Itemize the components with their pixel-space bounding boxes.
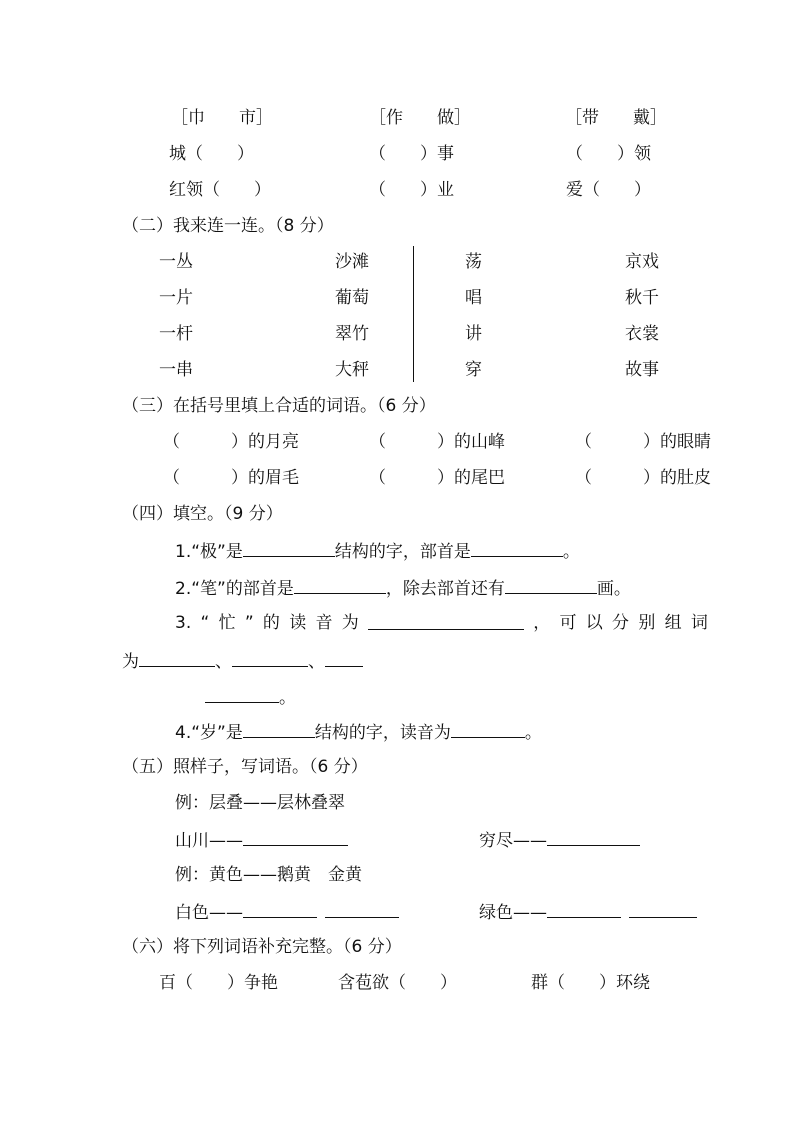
- q5-word-2: 穷尽——: [479, 831, 547, 851]
- q3-item-2: （ ）的山峰: [369, 432, 505, 452]
- q4-l3-c1: 3.: [175, 613, 192, 633]
- q5-blank-4[interactable]: [325, 901, 399, 918]
- q2-left-b-1: 沙滩: [335, 252, 369, 272]
- q4-line-3-cont: [122, 650, 363, 672]
- q5-row-2-right: [479, 901, 697, 923]
- q5-blank-3[interactable]: [243, 901, 317, 918]
- q6-item-2: 含苞欲（ ）: [338, 973, 457, 993]
- q5-word-4: 绿色——: [479, 903, 547, 923]
- q5-word-3: 白色——: [175, 903, 243, 923]
- q3-item-6: （ ）的肚皮: [575, 468, 711, 488]
- q6-item-1: 百（ ）争艳: [159, 973, 278, 993]
- q4-line-2-text-b: ，除去部首还有: [385, 579, 505, 599]
- q5-title: （五）照样子，写词语。（6 分）: [122, 757, 368, 777]
- q4-blank-6[interactable]: [139, 650, 215, 667]
- q3-item-3: （ ）的眼睛: [575, 432, 711, 452]
- q4-blank-10[interactable]: [243, 721, 315, 738]
- q5-blank-5[interactable]: [547, 901, 621, 918]
- q4-l3-c9: ，: [533, 613, 551, 633]
- q4-line-1-text-a: 1.“极”是: [175, 542, 243, 562]
- q1-group-3-row-1: （ ）领: [566, 144, 651, 164]
- q1-group-3-header: ［带 戴］: [565, 108, 667, 128]
- q1-group-1-row-2: 红领（ ）: [169, 180, 271, 200]
- q4-l3-c10: 可: [559, 613, 577, 633]
- q4-l3-c11: 以: [585, 613, 603, 633]
- q2-left-a-1: 一丛: [159, 252, 193, 272]
- q4-l3-c2: “: [200, 613, 210, 633]
- q4-l3-c7: 音: [315, 613, 333, 633]
- q5-blank-6[interactable]: [629, 901, 697, 918]
- q5-row-1-right: [479, 829, 640, 851]
- q4-blank-1[interactable]: [243, 540, 335, 557]
- q5-example-1: 例：层叠——层林叠翠: [175, 793, 345, 813]
- q2-right-b-2: 秋千: [625, 288, 659, 308]
- q4-blank-11[interactable]: [451, 721, 525, 738]
- q5-row-1-left: [175, 829, 348, 851]
- q4-l3-c15: 词: [690, 613, 708, 633]
- q4-l3-c8: 为: [341, 613, 359, 633]
- q4-l3-end: 。: [279, 688, 296, 708]
- q4-l3-c3: 忙: [218, 613, 236, 633]
- q5-word-1: 山川——: [175, 831, 243, 851]
- q2-left-a-4: 一串: [159, 360, 193, 380]
- q2-right-a-3: 讲: [465, 324, 482, 344]
- q4-blank-3[interactable]: [294, 577, 386, 594]
- q4-l3-c12: 分: [612, 613, 630, 633]
- q2-left-b-2: 葡萄: [335, 288, 369, 308]
- q4-l3-c5: 的: [262, 613, 280, 633]
- q4-line-2: [175, 577, 631, 599]
- q4-line-1: [175, 540, 580, 562]
- q3-item-5: （ ）的尾巴: [369, 468, 505, 488]
- q4-line-3-end: [205, 686, 296, 708]
- q4-l3-sep-1: 、: [215, 652, 232, 672]
- q2-right-a-4: 穿: [465, 360, 482, 380]
- q5-blank-1[interactable]: [243, 829, 348, 846]
- q1-group-2-row-2: （ ）业: [369, 180, 454, 200]
- q4-l3-c14: 组: [664, 613, 682, 633]
- q1-group-2-row-1: （ ）事: [369, 144, 454, 164]
- q2-left-b-3: 翠竹: [335, 324, 369, 344]
- q3-title: （三）在括号里填上合适的词语。（6 分）: [122, 396, 436, 416]
- q6-title: （六）将下列词语补充完整。（6 分）: [122, 937, 402, 957]
- q5-blank-2[interactable]: [547, 829, 640, 846]
- q4-blank-9[interactable]: [205, 686, 279, 703]
- q4-line-4-text-a: 4.“岁”是: [175, 723, 243, 743]
- q4-l3-c13: 别: [638, 613, 656, 633]
- q2-divider: [413, 246, 414, 382]
- q1-group-2-header: ［作 做］: [369, 108, 471, 128]
- q4-line-1-text-c: 。: [562, 542, 580, 562]
- q4-blank-2[interactable]: [471, 540, 563, 557]
- q4-blank-7[interactable]: [232, 650, 308, 667]
- q2-left-a-3: 一杆: [159, 324, 193, 344]
- q4-l3-c4: ”: [244, 613, 254, 633]
- q4-line-3: [175, 613, 708, 633]
- q5-example-2: 例：黄色——鹅黄 金黄: [175, 865, 362, 885]
- q4-line-4-text-b: 结构的字，读音为: [314, 723, 451, 743]
- q5-row-2-left: [175, 901, 399, 923]
- q4-blank-5[interactable]: [368, 613, 524, 630]
- q3-item-1: （ ）的月亮: [163, 432, 299, 452]
- q4-l3-wei: 为: [122, 652, 139, 672]
- q1-group-1-row-1: 城（ ）: [169, 144, 254, 164]
- q1-group-3-row-2: 爱（ ）: [566, 180, 651, 200]
- q2-right-a-1: 荡: [465, 252, 482, 272]
- q4-line-2-text-c: 画。: [596, 579, 631, 599]
- q2-title: （二）我来连一连。（8 分）: [122, 216, 334, 236]
- q2-left-a-2: 一片: [159, 288, 193, 308]
- q1-group-1-header: ［巾 市］: [171, 108, 273, 128]
- q4-line-2-text-a: 2.“笔”的部首是: [175, 579, 294, 599]
- q4-l3-sep-2: 、: [308, 652, 325, 672]
- q2-right-b-4: 故事: [625, 360, 659, 380]
- q2-left-b-4: 大秤: [335, 360, 369, 380]
- q4-line-4: [175, 721, 542, 743]
- q2-right-b-3: 衣裳: [625, 324, 659, 344]
- q2-right-a-2: 唱: [465, 288, 482, 308]
- q4-line-4-text-c: 。: [524, 723, 542, 743]
- q4-l3-c6: 读: [289, 613, 307, 633]
- q4-blank-4[interactable]: [505, 577, 597, 594]
- q4-line-1-text-b: 结构的字，部首是: [334, 542, 471, 562]
- q4-blank-8[interactable]: [325, 650, 363, 667]
- q4-title: （四）填空。（9 分）: [122, 504, 283, 524]
- q6-item-3: 群（ ）环绕: [531, 973, 650, 993]
- q2-right-b-1: 京戏: [625, 252, 659, 272]
- q3-item-4: （ ）的眉毛: [163, 468, 299, 488]
